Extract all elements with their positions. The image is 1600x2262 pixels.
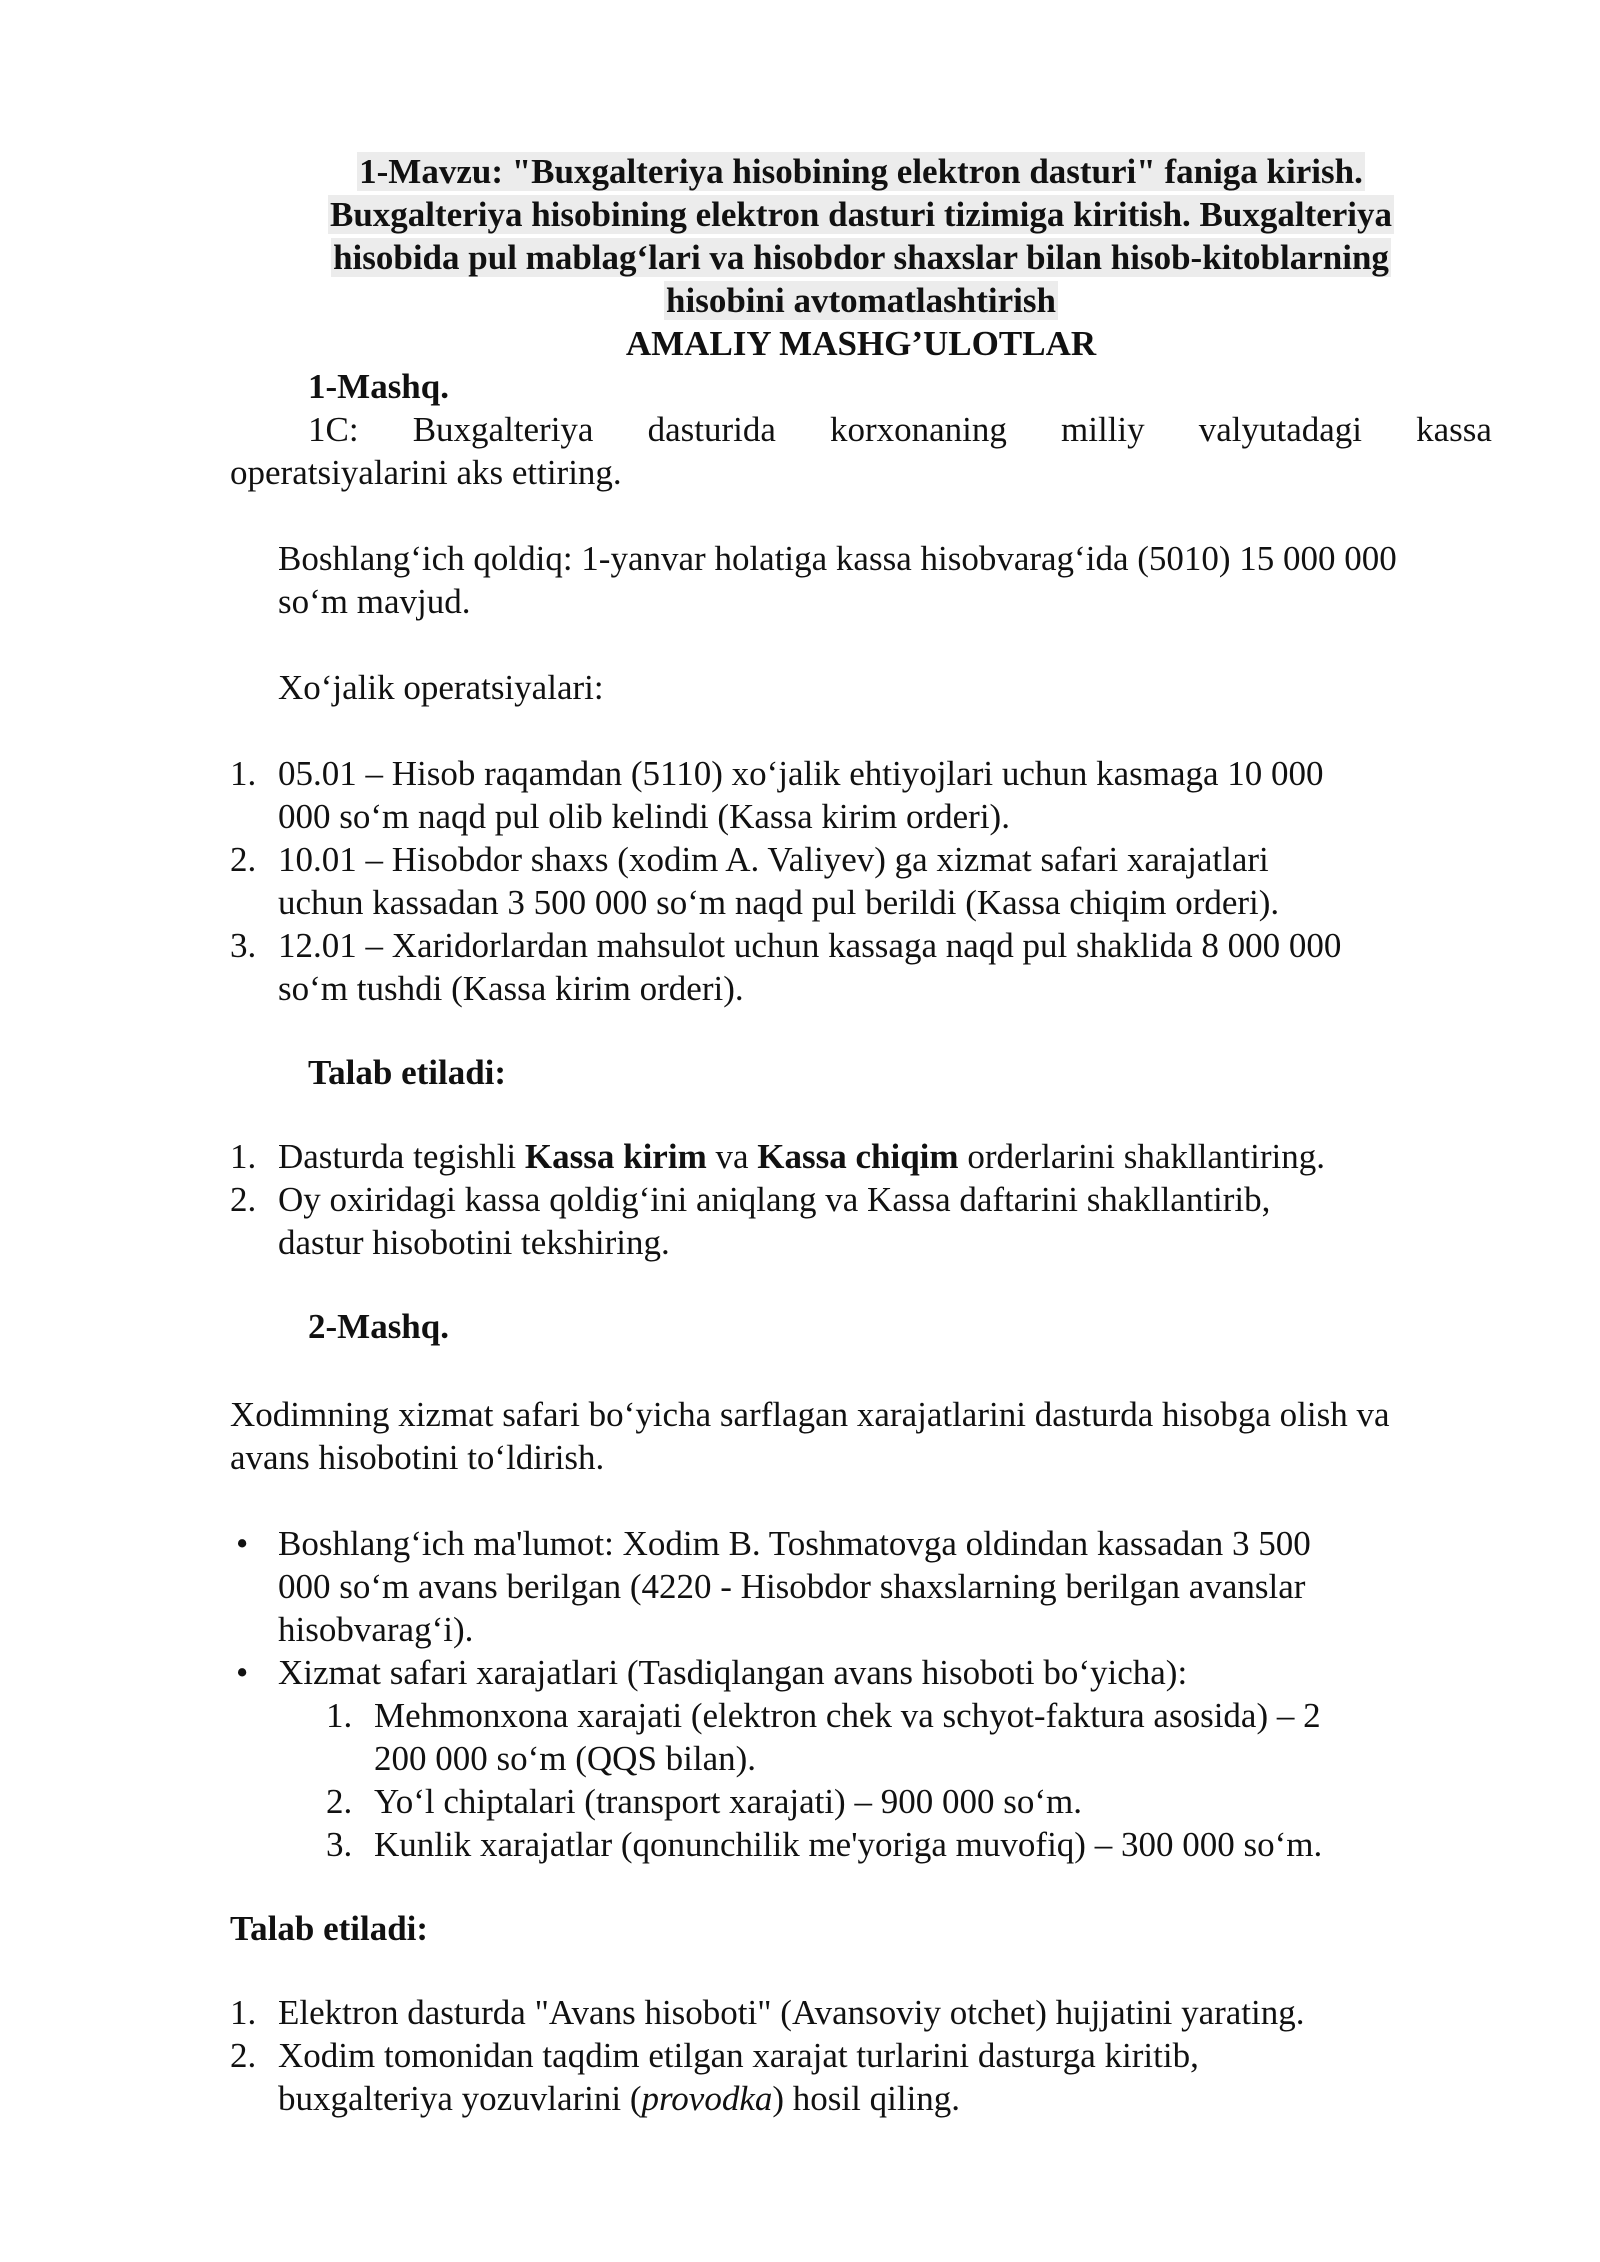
list-number: 2. [230,1180,257,1219]
document-page [230,150,1492,2120]
list-item-line: Boshlang‘ich ma'lumot: Xodim B. Toshmatovga oldindan kassadan 3 500 [278,1524,1311,1563]
document-title [230,150,1492,322]
title-line-4: hisobini avtomatlashtirish [666,281,1056,320]
operations-list [230,752,1492,1010]
expenses-list [278,1694,1492,1866]
list-item-line [278,1135,1492,1178]
list-item [326,1780,1492,1823]
exercise1-intro-line1 [230,408,1492,451]
intro-word: dasturida [647,410,776,449]
list-number: 1. [230,1137,257,1176]
list-item-line: 000 so‘m naqd pul olib kelindi (Kassa kirim orderi). [278,797,1010,836]
list-number: 3. [230,926,257,965]
list-item-line: 200 000 so‘m (QQS bilan). [374,1739,757,1778]
list-item [230,838,1492,924]
list-item-line: Xizmat safari xarajatlari (Tasdiqlangan avans hisoboti bo‘yicha): [278,1653,1188,1692]
list-number: 1. [230,754,257,793]
list-number: 2. [230,840,257,879]
list-item-line: 10.01 – Hisobdor shaxs (xodim A. Valiyev) ga xizmat safari xarajatlari [278,840,1269,879]
intro-word: 1C: [308,410,359,449]
list-item-line: 05.01 – Hisob raqamdan (5110) xo‘jalik ehtiyojlari uchun kasmaga 10 000 [278,754,1324,793]
opening-balance-line1: Boshlang‘ich qoldiq: 1-yanvar holatiga kassa hisobvarag‘ida (5010) 15 000 000 [278,539,1397,578]
intro-word: kassa [1416,410,1492,449]
text-run: ) hosil qiling. [772,2079,961,2118]
list-item-line [278,2077,1492,2120]
list-number: 1. [326,1696,353,1735]
exercise2-bullet-list [230,1522,1492,1866]
list-item [230,1651,1492,1866]
exercise1-intro-line2: operatsiyalarini aks ettiring. [230,453,622,492]
italic-term: provodka [641,2079,773,2118]
exercise2-required-list [230,1991,1492,2120]
bullet-icon: • [236,1653,249,1692]
list-number: 2. [230,2036,257,2075]
list-item-line: 12.01 – Xaridorlardan mahsulot uchun kassaga naqd pul shaklida 8 000 000 [278,926,1342,965]
list-number: 3. [326,1825,353,1864]
list-item [230,2034,1492,2120]
bold-term: Kassa chiqim [757,1137,959,1176]
bold-term: Kassa kirim [524,1137,707,1176]
list-item [230,924,1492,1010]
text-run: Dasturda tegishli [278,1137,525,1176]
text-run: buxgalteriya yozuvlarini ( [278,2079,642,2118]
exercise2-heading: 2-Mashq. [308,1307,449,1346]
intro-word: valyutadagi [1198,410,1363,449]
document-subtitle: AMALIY MASHG’ULOTLAR [625,324,1097,363]
list-item [326,1823,1492,1866]
list-item [230,1991,1492,2034]
intro-word: korxonaning [829,410,1007,449]
list-item-line: Elektron dasturda "Avans hisoboti" (Avansoviy otchet) hujjatini yarating. [278,1993,1305,2032]
exercise1-required-heading: Talab etiladi: [308,1053,507,1092]
list-item [230,1522,1492,1651]
list-item-line: Oy oxiridagi kassa qoldig‘ini aniqlang va Kassa daftarini shakllantirib, [278,1180,1271,1219]
list-item [230,752,1492,838]
list-item-line: 000 so‘m avans berilgan (4220 - Hisobdor shaxslarning berilgan avanslar [278,1567,1306,1606]
intro-word: Buxgalteriya [412,410,594,449]
exercise2-required-heading: Talab etiladi: [230,1909,429,1948]
list-number: 1. [230,1993,257,2032]
exercise1-required-list [230,1135,1492,1264]
bullet-icon: • [236,1524,249,1563]
exercise2-intro [230,1393,1492,1479]
list-item [230,1135,1492,1178]
opening-balance [230,537,1492,623]
operations-label: Xo‘jalik operatsiyalari: [278,668,604,707]
list-item-line: Kunlik xarajatlar (qonunchilik me'yoriga muvofiq) – 300 000 so‘m. [374,1825,1323,1864]
list-item-line: Xodim tomonidan taqdim etilgan xarajat turlarini dasturga kiritib, [278,2036,1199,2075]
list-item-line: hisobvarag‘i). [278,1610,474,1649]
list-item-line: uchun kassadan 3 500 000 so‘m naqd pul berildi (Kassa chiqim orderi). [278,883,1280,922]
exercise2-intro-line1: Xodimning xizmat safari bo‘yicha sarflagan xarajatlarini dasturda hisobga olish va [230,1395,1390,1434]
exercise1-intro [230,408,1492,494]
title-line-1: 1-Mavzu: "Buxgalteriya hisobining elektron dasturi" faniga kirish. [359,152,1363,191]
list-item-line: Mehmonxona xarajati (elektron chek va schyot-faktura asosida) – 2 [374,1696,1321,1735]
list-number: 2. [326,1782,353,1821]
title-line-3: hisobida pul mablag‘lari va hisobdor shaxslar bilan hisob-kitoblarning [333,238,1389,277]
intro-word: milliy [1061,410,1145,449]
exercise2-intro-line2: avans hisobotini to‘ldirish. [230,1438,605,1477]
list-item [326,1694,1492,1780]
list-item-line: dastur hisobotini tekshiring. [278,1223,670,1262]
opening-balance-line2: so‘m mavjud. [278,582,471,621]
text-run: orderlarini shakllantiring. [958,1137,1326,1176]
exercise1-heading: 1-Mashq. [308,367,449,406]
title-line-2: Buxgalteriya hisobining elektron dasturi tizimiga kiritish. Buxgalteriya [329,195,1393,234]
list-item-line: so‘m tushdi (Kassa kirim orderi). [278,969,744,1008]
list-item [230,1178,1492,1264]
text-run: va [706,1137,758,1176]
list-item-line: Yo‘l chiptalari (transport xarajati) – 900 000 so‘m. [374,1782,1082,1821]
